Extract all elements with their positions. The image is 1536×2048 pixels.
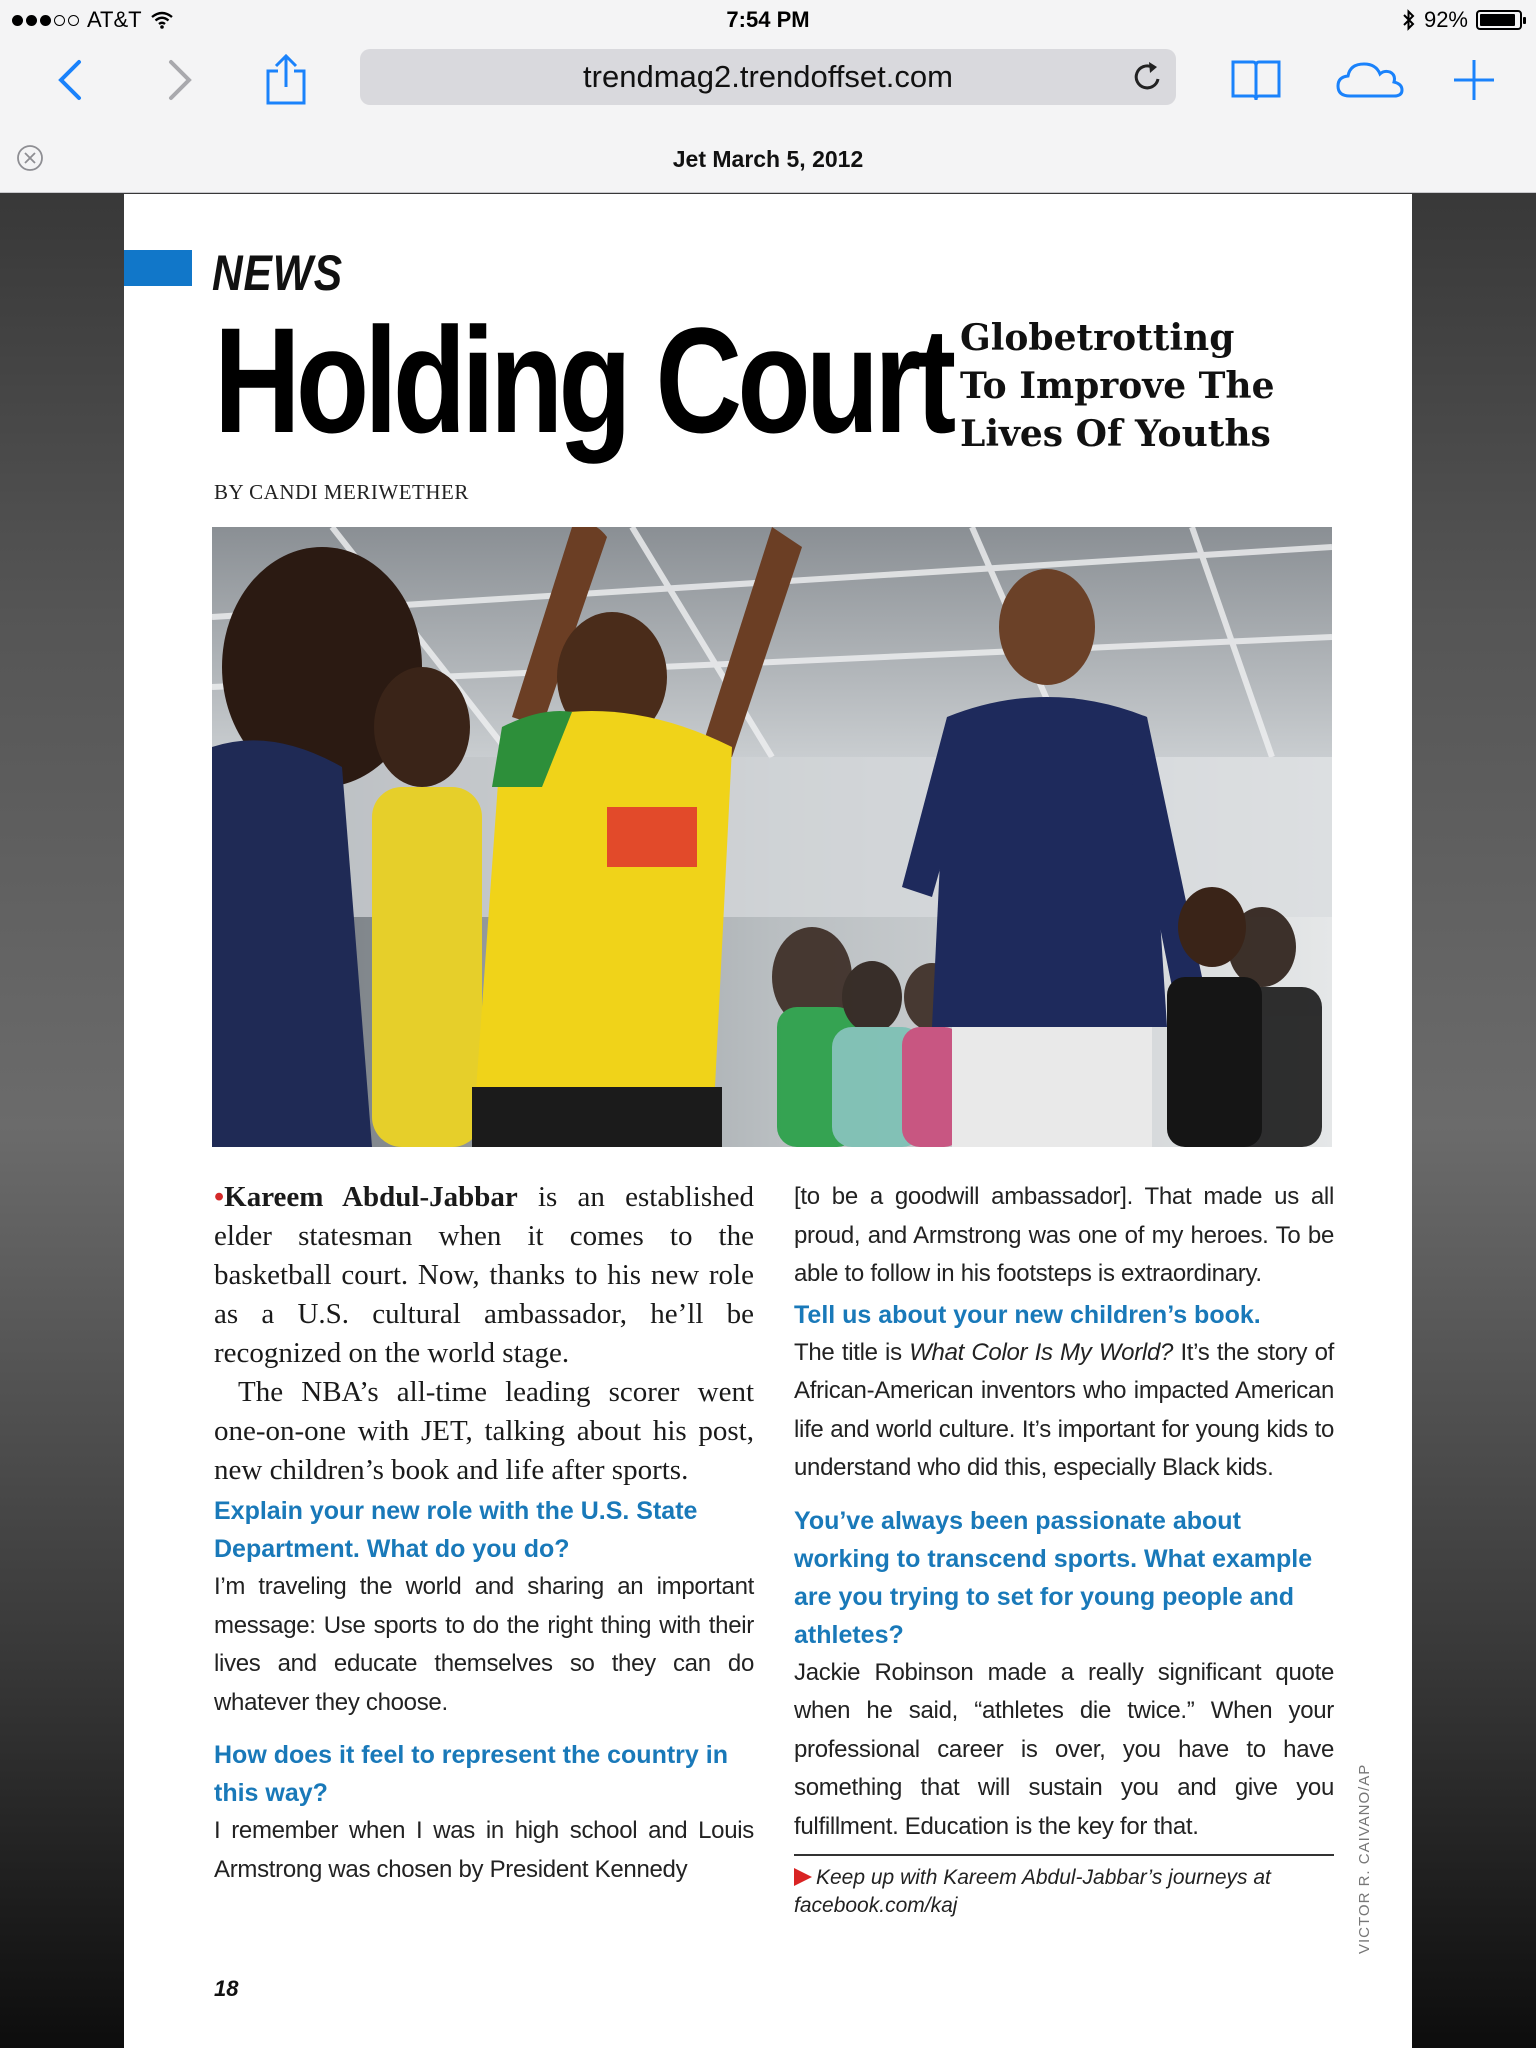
section-color-bar [124, 250, 192, 286]
answer-4: Jackie Robinson made a really significant quote when he said, “athletes die twice.” When your professional career is over, you have to have something that will sustain you and give you fulfillment. Education is the key for that. [794, 1658, 1334, 1840]
footer-note [794, 1864, 1324, 1920]
icloud-tabs-button[interactable] [1330, 52, 1410, 108]
share-icon [264, 53, 308, 107]
page-number: 18 [214, 1976, 239, 2001]
back-button[interactable] [40, 52, 100, 108]
question-3: Tell us about your new children’s book. [794, 1300, 1261, 1329]
bullet-icon: • [214, 1181, 225, 1213]
back-chevron-icon [55, 58, 85, 102]
body-column-left [214, 1178, 754, 1889]
forward-button[interactable] [150, 52, 210, 108]
footer-note-text: Keep up with Kareem Abdul-Jabbar’s journeys at facebook.com/kaj [794, 1866, 1271, 1917]
icloud-tabs-icon [1334, 58, 1406, 102]
question-4: You’ve always been passionate about working to transcend sports. What example are you trying to set for young people and athletes? [794, 1506, 1313, 1649]
answer-3-post: It’s the story of African-American inventors who impacted American life and world culture. It’s important for young kids to understand who did this, especially Black kids. [794, 1338, 1335, 1481]
article-photo [212, 527, 1332, 1147]
photo-credit: VICTOR R. CAIVANO/AP [1356, 1763, 1373, 1954]
intro-text: is an established elder statesman when it comes to the basketball court. Now, thanks to his new role as a U.S. cultural ambassador, he’ll be recognized on the world stage. [214, 1181, 754, 1369]
url-field[interactable] [360, 49, 1176, 105]
body-column-right [794, 1178, 1334, 1846]
bluetooth-icon [1402, 9, 1416, 31]
carrier-label: AT&T [87, 7, 142, 32]
book-title: What Color Is My World? [909, 1338, 1174, 1366]
intro-paragraph [214, 1178, 754, 1373]
tab-title[interactable]: Jet March 5, 2012 [672, 146, 864, 172]
answer-1: I’m traveling the world and sharing an important message: Use sports to do the right thing with their lives and educate themselves so they can do whatever they choose. [214, 1573, 754, 1716]
forward-chevron-icon [165, 58, 195, 102]
new-tab-plus-icon [1451, 57, 1497, 103]
magazine-page [124, 194, 1412, 2048]
battery-percent: 92% [1423, 7, 1468, 32]
status-right [1402, 7, 1522, 33]
article-deck [960, 314, 1300, 458]
tab-row [0, 140, 1536, 182]
safari-toolbar [0, 40, 1536, 120]
bookmarks-icon [1229, 58, 1283, 102]
article-byline: BY CANDI MERIWETHER [214, 480, 469, 504]
answer-3-pre: The title is [794, 1338, 910, 1366]
battery-level-fill [1480, 14, 1515, 26]
status-time: 7:54 PM [726, 7, 810, 32]
question-2: How does it feel to represent the country in this way? [214, 1741, 728, 1807]
status-bar [0, 0, 1536, 40]
question-1: Explain your new role with the U.S. State Department. What do you do? [214, 1497, 698, 1563]
deck-line: Lives Of Youths [960, 413, 1271, 455]
new-tab-button[interactable] [1444, 52, 1504, 108]
reload-icon[interactable] [1130, 59, 1166, 95]
intro-paragraph-2: The NBA’s all-time leading scorer went one-on-one with JET, talking about his post, new children’s book and life after sports. [214, 1376, 754, 1486]
share-button[interactable] [256, 52, 316, 108]
browser-chrome [0, 0, 1536, 193]
answer-2-part-1: I remember when I was in high school and Louis Armstrong was chosen by President Kennedy [214, 1817, 754, 1883]
section-label: NEWS [212, 245, 343, 301]
deck-line: Globetrotting [960, 317, 1235, 359]
red-triangle-icon [794, 1868, 812, 1886]
bookmarks-button[interactable] [1226, 52, 1286, 108]
answer-3 [794, 1334, 1334, 1488]
url-text: trendmag2.trendoffset.com [583, 59, 953, 94]
deck-line: To Improve The [960, 365, 1275, 407]
battery-icon [1476, 10, 1522, 30]
footer-rule [794, 1854, 1334, 1856]
article-headline: Holding Court [214, 296, 952, 464]
answer-2-part-2: [to be a goodwill ambassador]. That made us all proud, and Armstrong was one of my heroes. To be able to follow in his footsteps is extraordinary. [794, 1183, 1334, 1287]
intro-name: Kareem Abdul-Jabbar [224, 1181, 518, 1213]
